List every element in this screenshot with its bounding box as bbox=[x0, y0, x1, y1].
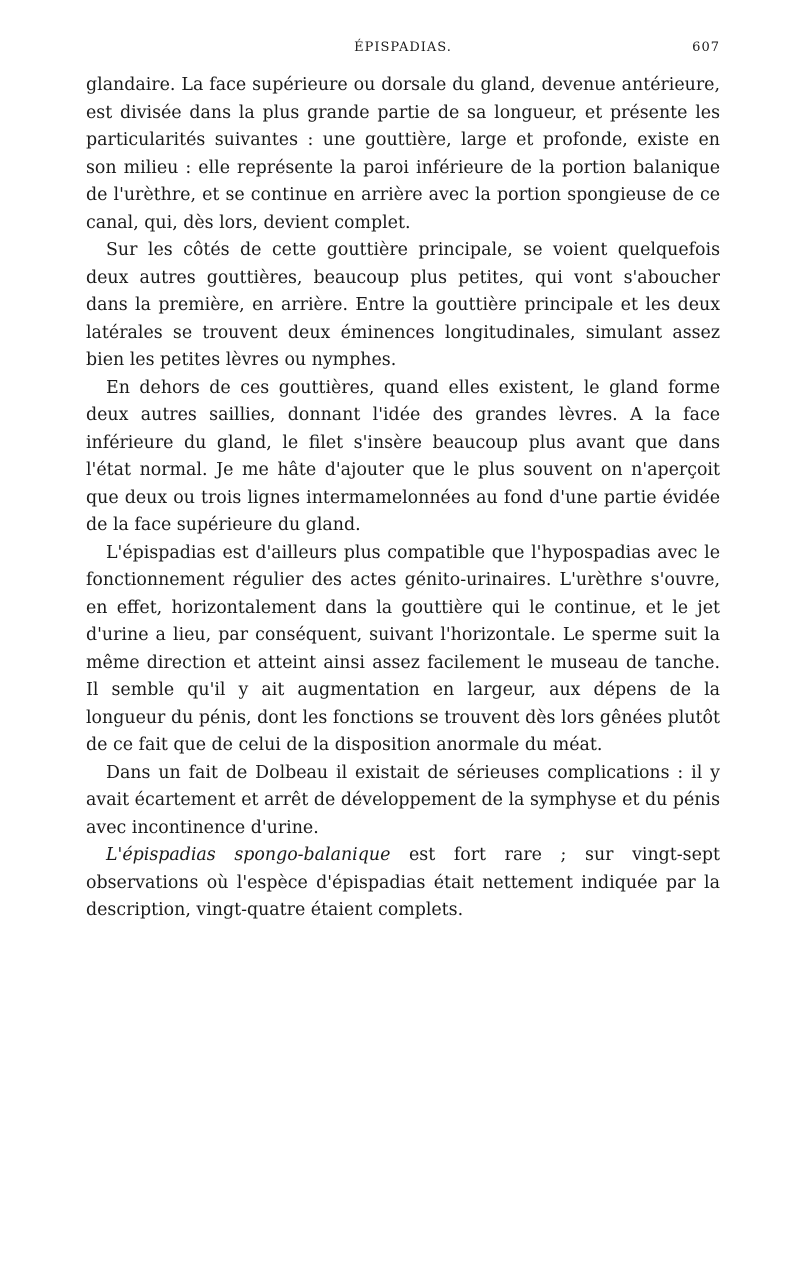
body-text bbox=[86, 72, 720, 925]
paragraph-3: En dehors de ces gouttières, quand elles existent, le gland forme deux autres saillies, donnant l'idée des grandes lèvres. A la face inférieure du gland, le filet s'insère beaucoup plus avant que dans l'état normal. Je me hâte d'ajouter que le plus souvent on n'aperçoit que deux ou trois lignes intermamelonnées au fond d'une partie évidée de la face supérieure du gland. bbox=[86, 377, 720, 535]
running-head-title: ÉPISPADIAS. bbox=[354, 40, 452, 55]
page-number: 607 bbox=[692, 40, 720, 55]
paragraph-4: L'épispadias est d'ailleurs plus compatible que l'hypospadias avec le fonctionnement régulier des actes génito-urinaires. L'urèthre s'ouvre, en effet, horizontalement dans la gouttière qui le continue, et le jet d'urine a lieu, par conséquent, suivant l'horizontale. Le sperme suit la même direction et atteint ainsi assez facilement le museau de tanche. Il semble qu'il y ait augmentation en largeur, aux dépens de la longueur du pénis, dont les fonctions se trouvent dès lors gênées plutôt de ce fait que de celui de la disposition anormale du méat. bbox=[86, 542, 720, 755]
paragraph-2: Sur les côtés de cette gouttière principale, se voient quelquefois deux autres gouttières, beaucoup plus petites, qui vont s'aboucher dans la première, en arrière. Entre la gouttière principale et les deux latérales se trouvent deux éminences longitudinales, simulant assez bien les petites lèvres ou nymphes. bbox=[86, 240, 720, 370]
paragraph-6 bbox=[86, 842, 720, 925]
paragraph-1: glandaire. La face supérieure ou dorsale du gland, devenue antérieure, est divisée dans la plus grande partie de sa longueur, et présente les particularités suivantes : une gouttière, large et profonde, existe en son milieu : elle représente la paroi inférieure de la portion balanique de l'urèthre, et se continue en arrière avec la portion spongieuse de ce canal, qui, dès lors, devient complet. bbox=[86, 75, 720, 233]
italic-lead: L'épispadias spongo-balanique bbox=[106, 845, 391, 865]
running-head bbox=[86, 40, 720, 64]
paragraph-5: Dans un fait de Dolbeau il existait de sérieuses complications : il y avait écartement et arrêt de développement de la symphyse et du pénis avec incontinence d'urine. bbox=[86, 762, 720, 838]
paragraph-6-text: est fort rare ; sur vingt-sept observations où l'espèce d'épispadias était nettement indiquée par la description, vingt-quatre étaient complets. bbox=[86, 845, 720, 920]
book-page bbox=[86, 40, 720, 925]
